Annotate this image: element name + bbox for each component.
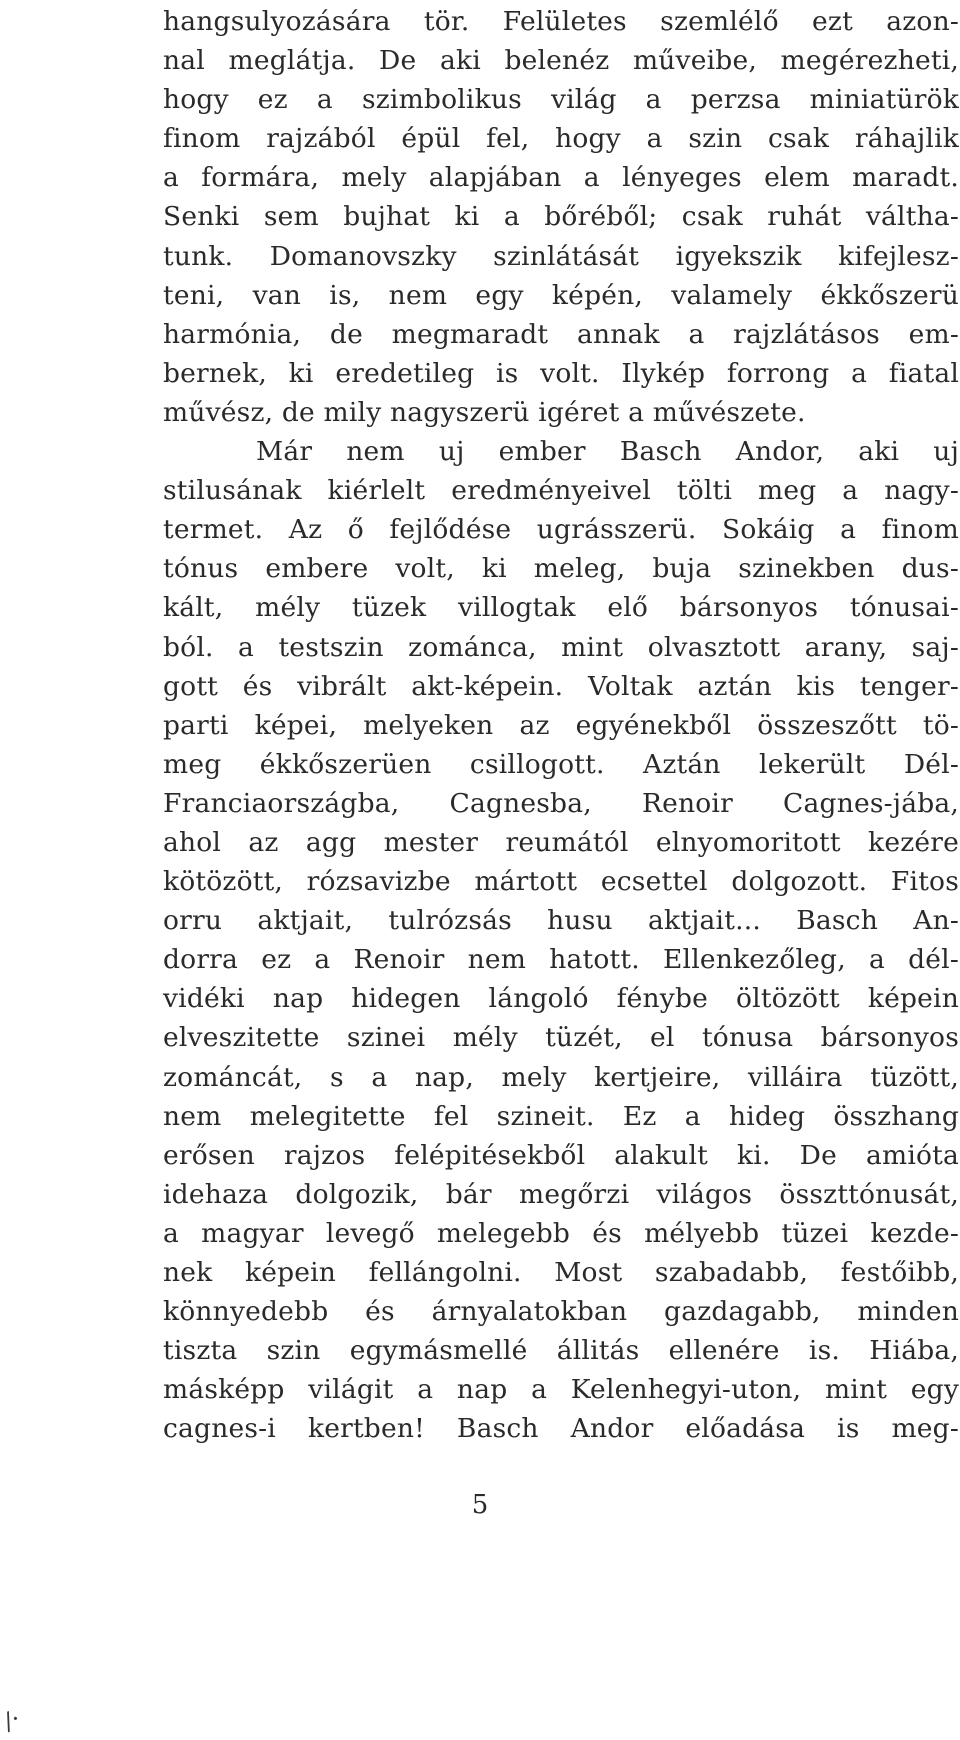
text-line: harmónia, de megmaradt annak a rajzlátásos em- <box>163 318 959 350</box>
text-line: erősen rajzos felépitésekből alakult ki. De amióta <box>163 1139 959 1171</box>
text-line: idehaza dolgozik, bár megőrzi világos összttónusát, <box>163 1178 959 1210</box>
text-line: másképp világit a nap a Kelenhegyi-uton, mint egy <box>163 1374 959 1406</box>
text-line: stilusának kiérlelt eredményeivel tölti meg a nagy- <box>163 475 959 507</box>
text-line: ahol az agg mester reumától elnyomoritott kezére <box>163 826 959 858</box>
text-line: nek képein fellángolni. Most szabadabb, festőibb, <box>163 1257 959 1288</box>
text-line: meg ékkőszerüen csillogott. Aztán lekerült Dél- <box>163 748 959 780</box>
text-line: ból. a testszin zománca, mint olvasztott arany, saj- <box>163 631 959 663</box>
text-line: gott és vibrált akt-képein. Voltak aztán kis tenger- <box>163 670 959 702</box>
text-line: dorra ez a Renoir nem hatott. Ellenkezőleg, a dél- <box>163 944 959 976</box>
text-line: hogy ez a szimbolikus világ a perzsa miniatürök <box>163 84 959 116</box>
text-line: hangsulyozására tör. Felületes szemlélő ezt azon- <box>163 6 959 37</box>
text-line: termet. Az ő fejlődése ugrásszerü. Sokáig a finom <box>163 514 959 546</box>
body-text <box>163 2 959 1448</box>
text-line: zománcát, s a nap, mely kertjeire, villáira tüzött, <box>163 1061 959 1093</box>
corner-pencil-mark: /· <box>0 1704 25 1736</box>
text-line: könnyedebb és árnyalatokban gazdagabb, minden <box>163 1296 959 1328</box>
text-line: tónus embere volt, ki meleg, buja szinekben dus- <box>163 553 959 585</box>
text-line: parti képei, melyeken az egyénekből összeszőtt tö- <box>163 709 959 741</box>
text-line: Már nem uj ember Basch Andor, aki uj <box>256 436 959 468</box>
text-line: teni, van is, nem egy képén, valamely ékkőszerü <box>163 279 959 311</box>
text-line: kált, mély tüzek villogtak elő bársonyos tónusai- <box>163 592 959 624</box>
text-line: művész, de mily nagyszerü igéret a művészete. <box>163 396 806 428</box>
page-number: 5 <box>471 1490 489 1520</box>
text-line: tunk. Domanovszky szinlátását igyekszik kifejlesz- <box>163 240 959 272</box>
text-line: tiszta szin egymásmellé állitás ellenére is. Hiába, <box>163 1335 959 1367</box>
text-line: vidéki nap hidegen lángoló fénybe öltözött képein <box>163 983 959 1015</box>
text-line: a formára, mely alapjában a lényeges elem maradt. <box>163 162 959 194</box>
text-line: orru aktjait, tulrózsás husu aktjait... Basch An- <box>163 905 959 937</box>
text-line: a magyar levegő melegebb és mélyebb tüzei kezde- <box>163 1217 959 1249</box>
text-line: Senki sem bujhat ki a bőréből; csak ruhát váltha- <box>163 201 959 233</box>
text-line: Franciaországba, Cagnesba, Renoir Cagnes-jába, <box>163 787 959 819</box>
text-line: nal meglátja. De aki belenéz műveibe, megérezheti, <box>163 45 959 77</box>
text-line: bernek, ki eredetileg is volt. Ilykép forrong a fiatal <box>163 357 959 389</box>
text-line: finom rajzából épül fel, hogy a szin csak ráhajlik <box>163 123 959 155</box>
text-line: nem melegitette fel szineit. Ez a hideg összhang <box>163 1100 959 1132</box>
text-line: cagnes-i kertben! Basch Andor előadása is meg- <box>163 1413 959 1445</box>
text-line: kötözött, rózsavizbe mártott ecsettel dolgozott. Fitos <box>163 866 959 898</box>
text-line: elveszitette szinei mély tüzét, el tónusa bársonyos <box>163 1022 959 1054</box>
